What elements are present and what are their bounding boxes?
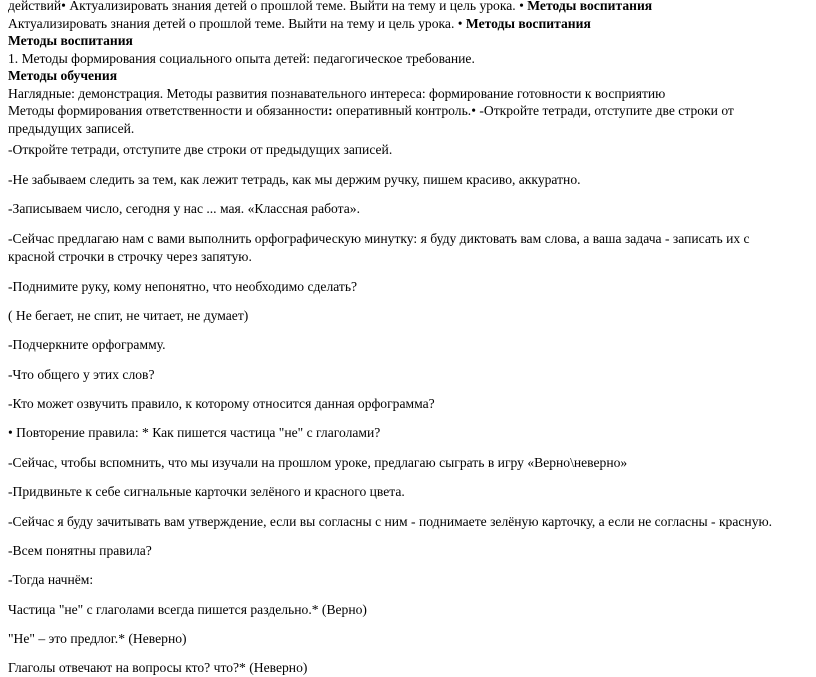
method-item: 1. Методы формирования социального опыта детей: педагогическое требование. [8,50,475,66]
paragraph [8,171,808,189]
text-line: -Сейчас я буду зачитывать вам утверждение, если вы согласны с ним - поднимаете зелёную карточку, а если не согласны - красную. [8,514,773,529]
text-line: • Повторение правила: * Как пишется частица "не" с глаголами? [8,425,381,440]
text-line: красной строчки в строчку через запятую. [8,249,252,264]
text-line: предыдущих записей. [8,120,135,136]
bullet-icon: • [457,15,463,31]
header-line-2 [8,15,808,33]
paragraph [8,200,808,218]
bullet-icon: • [519,0,524,13]
paragraph [8,513,808,531]
section-heading: Методы обучения [8,68,118,83]
paragraph [8,454,808,472]
text-run: -Откройте тетради, отступите две строки от [475,103,734,118]
paragraph [8,483,808,501]
text-line: -Сейчас предлагаю нам с вами выполнить орфографическую минутку: я буду диктовать вам слова, а ваша задача - записать их с [8,231,750,246]
text-line: -Тогда начнём: [8,572,94,587]
paragraph [8,571,808,589]
text-line: -Откройте тетради, отступите две строки от предыдущих записей. [8,142,393,157]
text-line: -Придвиньте к себе сигнальные карточки зелёного и красного цвета. [8,484,405,499]
paragraph [8,659,808,677]
text-run: Методы формирования ответственности и обязанности [8,103,329,118]
paragraph [8,141,808,159]
paragraph [8,395,808,413]
text-line: Глаголы отвечают на вопросы кто? что?* (Неверно) [8,660,308,675]
bullet-icon: • [61,0,66,13]
text-run: действий [8,0,62,13]
section-heading: Методы воспитания [8,33,133,48]
text-line: -Сейчас, чтобы вспомнить, что мы изучали на прошлом уроке, предлагаю сыграть в игру «Верно\неверно» [8,455,628,470]
paragraph [8,278,808,296]
text-line: -Записываем число, сегодня у нас ... мая. «Классная работа». [8,201,360,216]
paragraph [8,230,808,266]
text-run: : [328,103,333,118]
text-line: -Не забываем следить за тем, как лежит тетрадь, как мы держим ручку, пишем красиво, аккуратно. [8,172,581,187]
text-line [8,102,808,120]
text-line: -Всем понятны правила? [8,543,152,558]
text-line: "Не" – это предлог.* (Неверно) [8,631,187,646]
text-run: оперативный контроль. [332,103,472,118]
paragraph [8,601,808,619]
text-line: -Кто может озвучить правило, к которому относится данная орфограмма? [8,396,435,411]
text-line: -Подчеркните орфограмму. [8,337,166,352]
bold-text-run: Методы воспитания [462,15,591,31]
text-line: -Что общего у этих слов? [8,367,155,382]
paragraph [8,542,808,560]
header-block [8,0,808,137]
bullet-icon: • [471,103,476,118]
text-run: Актуализировать знания детей о прошлой теме. Выйти на тему и цель урока. [8,15,458,31]
paragraph [8,307,808,325]
paragraph [8,336,808,354]
paragraph [8,366,808,384]
header-line-1 [8,0,808,15]
bold-text-run: Методы воспитания [523,0,653,13]
paragraph [8,424,808,442]
paragraph [8,630,808,648]
text-line: Частица "не" с глаголами всегда пишется раздельно.* (Верно) [8,602,367,617]
text-line: ( Не бегает, не спит, не читает, не думает) [8,308,249,323]
text-line: Наглядные: демонстрация. Методы развития познавательного интереса: формирование готовности к восприятию [8,85,666,101]
text-run: Актуализировать знания детей о прошлой теме. Выйти на тему и цель урока. [65,0,520,13]
text-line: -Поднимите руку, кому непонятно, что необходимо сделать? [8,279,358,294]
